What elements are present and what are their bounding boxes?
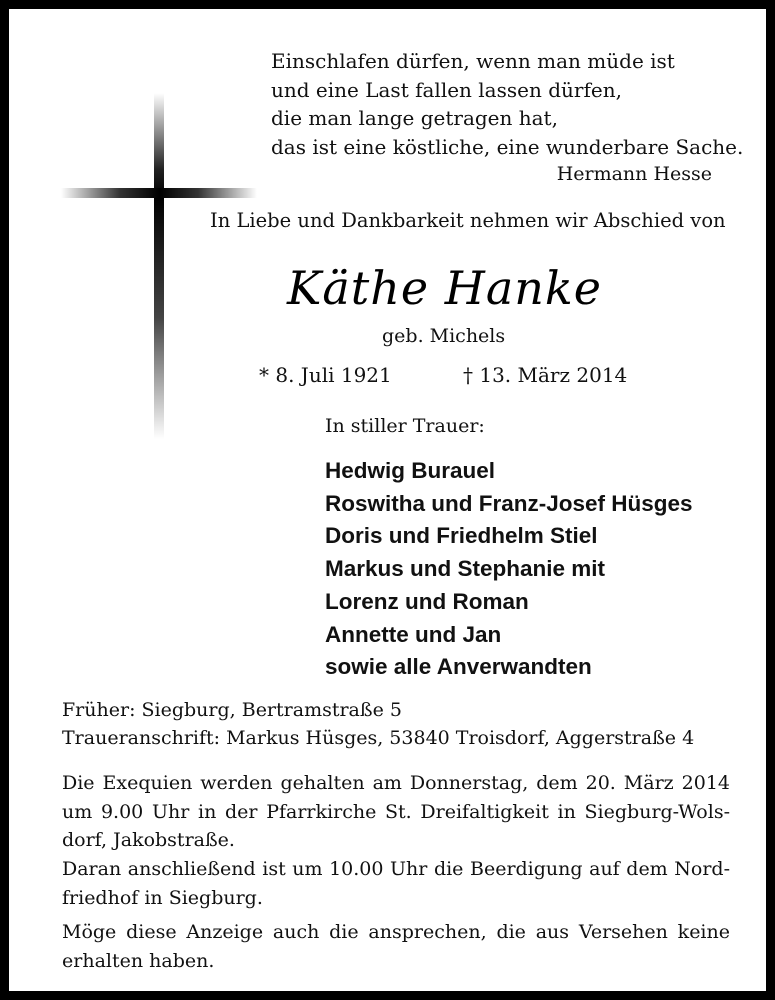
mourner: Roswitha und Franz-Josef Hüsges [325, 490, 693, 516]
death-date: † 13. März 2014 [463, 363, 628, 387]
mourner: Annette und Jan [325, 621, 502, 647]
mourner: Lorenz und Roman [325, 588, 529, 614]
mourner: Markus und Stephanie mit [325, 556, 606, 582]
mourning-label: In stiller Trauer: [325, 415, 485, 437]
service-line: Daran anschließend ist um 10.00 Uhr die Beerdigung auf dem Nord- [62, 858, 730, 881]
service-line: um 9.00 Uhr in der Pfarrkirche St. Dreifaltigkeit in Siegburg-Wols- [62, 800, 730, 823]
poem-author: Hermann Hesse [556, 163, 712, 185]
deceased-name: Käthe Hanke [286, 261, 602, 315]
poem-line: und eine Last fallen lassen dürfen, [271, 77, 622, 102]
birth-date: * 8. Juli 1921 [259, 363, 392, 387]
poem-line: das ist eine köstliche, eine wunderbare Sache. [271, 134, 744, 159]
poem-line: Einschlafen dürfen, wenn man müde ist [271, 49, 675, 73]
poem-line: die man lange getragen hat, [271, 106, 558, 130]
closing-line: Möge diese Anzeige auch die ansprechen, die aus Versehen keine [62, 921, 730, 943]
cross-bar [61, 188, 257, 198]
poem [271, 47, 744, 161]
service-line: Die Exequien werden gehalten am Donnerstag, dem 20. März 2014 [62, 772, 730, 794]
mourners-list [325, 455, 693, 684]
mourner: Doris und Friedhelm Stiel [325, 523, 598, 549]
intro-text: In Liebe und Dankbarkeit nehmen wir Abschied von [210, 209, 726, 232]
mourner: sowie alle Anverwandten [325, 654, 592, 680]
service-line: dorf, Jakobstraße. [62, 829, 235, 852]
closing-note [62, 918, 730, 975]
maiden-name: geb. Michels [382, 325, 506, 347]
mourner: Hedwig Burauel [325, 458, 496, 483]
mourning-address: Traueranschrift: Markus Hüsges, 53840 Troisdorf, Aggerstraße 4 [62, 727, 695, 749]
address-block [62, 696, 694, 752]
service-line: friedhof in Siegburg. [62, 886, 263, 909]
closing-line: erhalten haben. [62, 949, 215, 972]
former-address: Früher: Siegburg, Bertramstraße 5 [62, 699, 402, 721]
service-details [62, 769, 730, 913]
